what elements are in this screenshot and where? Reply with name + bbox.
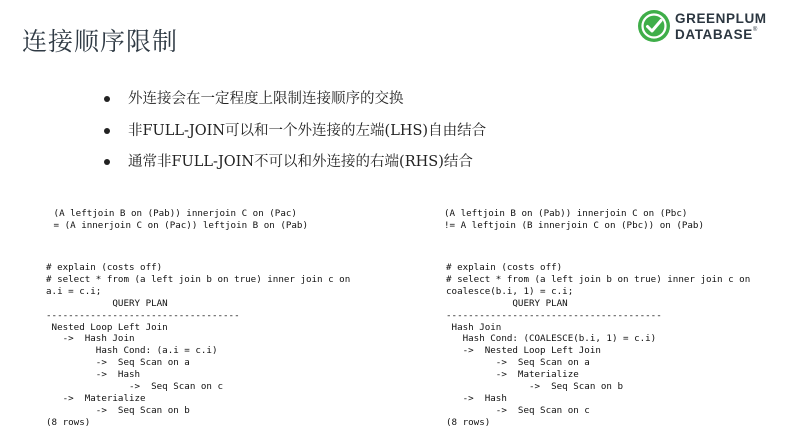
bullet-text: 通常非FULL-JOIN不可以和外连接的右端(RHS)结合 (128, 154, 473, 170)
greenplum-logo-icon (636, 8, 672, 44)
greenplum-logo (636, 8, 786, 48)
bullet-list (104, 88, 486, 183)
logo-trademark: ® (752, 27, 758, 33)
right-join-inequivalence: (A leftjoin B on (Pab)) innerjoin C on (Pbc) != A leftjoin (B innerjoin C on (Pbc)) on (Pab) (444, 208, 704, 231)
bullet-dot-icon (104, 128, 110, 134)
slide-title: 连接顺序限制 (22, 27, 179, 56)
left-query-plan: # explain (costs off) # select * from (a left join b on true) inner join c on a.i = c.i; QUERY PLAN ----------------------------------- Nested Loop Left Join -> Hash Join Hash Cond: (a.i = c.i) -> Seq Scan on a -> Hash -> Seq Scan on c -> Materialize -> Seq Scan on b (8 rows) (46, 262, 351, 428)
bullet-text: 外连接会在一定程度上限制连接顺序的交换 (128, 91, 404, 107)
left-join-equivalence: (A leftjoin B on (Pab)) innerjoin C on (Pac) = (A innerjoin C on (Pac)) leftjoin B on (Pab) (53, 208, 308, 231)
logo-text-line1: GREENPLUM (675, 11, 767, 26)
bullet-item (104, 120, 486, 152)
logo-text-database: DATABASE (675, 27, 753, 42)
bullet-dot-icon (104, 159, 110, 165)
bullet-item (104, 88, 486, 120)
logo-text-line2 (675, 27, 758, 42)
bullet-item (104, 151, 486, 183)
bullet-text: 非FULL-JOIN可以和一个外连接的左端(LHS)自由结合 (128, 122, 487, 139)
bullet-dot-icon (104, 96, 110, 102)
right-query-plan: # explain (costs off) # select * from (a left join b on true) inner join c on coalesce(b.i, 1) = c.i; QUERY PLAN --------------------------------------- Hash Join Hash Cond: (COALESCE(b.i, 1) = c.i) -> Nested Loop Left Join -> Seq Scan on a -> Materialize -> Seq Scan on b -> Hash -> Seq Scan on c (8 rows) (446, 262, 751, 428)
